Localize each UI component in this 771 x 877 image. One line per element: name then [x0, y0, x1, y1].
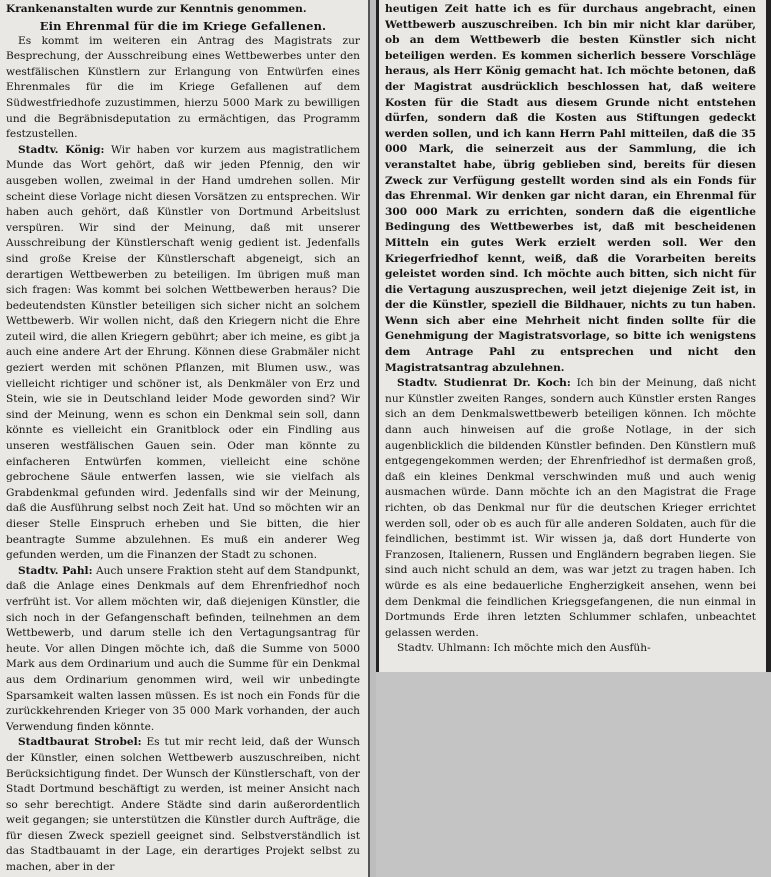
speech-strobel: Es tut mir recht leid, daß der Wunsch der Künstler, einen solchen Wettbewerb auszuschreiben, nicht Berücksichtigung findet. Der Wunsch der Künstlerschaft, von der Stadt Dortmund beschäftigt zu werden, ist meiner Ansicht nach so sehr berechtigt. Andere Städte sind darin außerordentlich weit gegangen; sie unterstützen die Künstler durch Aufträge, die für diesen Zweck speziell geeignet sind. Selbstverständlich ist das Stadtbauamt in der Lage, ein derartiges Projekt selbst zu machen, aber in der	[6, 736, 360, 874]
paragraph-koch	[385, 376, 756, 641]
speaker-koenig: Stadtv. König:	[18, 143, 105, 156]
top-fragment: Krankenanstalten wurde zur Kenntnis genommen.	[6, 3, 307, 15]
article-heading: Ein Ehrenmal für die im Kriege Gefallenen.	[39, 18, 327, 33]
paragraph-intro: Es kommt im weiteren ein Antrag des Magistrats zur Besprechung, der Ausschreibung eines Wettbewerbes unter den westfälischen Künstlern zur Erlangung von Entwürfen eines Ehrenmales für die im Kriege Gefallenen auf dem Südwestfriedhofe zuzustimmen, hierzu 5000 Mark zu bewilligen und die Begräbnisdeputation zu ermächtigen, das Programm festzustellen.	[6, 34, 360, 141]
speech-koenig: Wir haben vor kurzem aus magistratlichem Munde das Wort gehört, daß wir jeden Pfennig, den wir ausgeben wollen, zweimal in der Hand umdrehen sollen. Mir scheint diese Vorlage nicht diesen Vorsätzen zu entsprechen. Wir haben auch gehört, daß Künstler von Dortmund Arbeitslust verspüren. Wir sind der Meinung, daß mit unserer Ausschreibung der Künstlerschaft wenig gedient ist. Jedenfalls sind große Kreise der Künstlerschaft abgeneigt, sich an derartigen Wettbewerben zu beteiligen. Im übrigen muß man sich fragen: Was kommt bei solchen Wettbewerben heraus? Die bedeutendsten Künstler beteiligen sich sicher nicht an solchem Wettbewerb. Wir wollen nicht, daß den Kriegern nicht die Ehre zuteil wird, die allen Kriegern gebührt; aber ich meine, es gibt ja auch eine andere Art der Ehrung. Können diese Grabmäler nicht geziert werden mit schönen Pflanzen, mit Blumen usw., was vielleicht richtiger und schöner ist, als Denkmäler von Erz und Stein, wie sie in Deutschland leider Mode geworden sind? Wir sind der Meinung, wenn es schon ein Denkmal sein soll, dann könnte es vielleicht ein Granitblock oder ein Findling aus unseren westfälischen Gauen sein. Oder man könnte zu einfacheren Entwürfen kommen, vielleicht eine schöne gebrochene Säule entwerfen lassen, wie sie vielfach als Grabdenkmal gefunden wird. Jedenfalls sind wir der Meinung, daß die Ausführung selbst noch Zeit hat. Und so möchten wir an dieser Stelle Einspruch erheben und Sie bitten, die hier beantragte Summe abzulehnen. Es muß ein anderer Weg gefunden werden, um die Finanzen der Stadt zu schonen.	[6, 143, 360, 562]
speech-pahl: Auch unsere Fraktion steht auf dem Standpunkt, daß die Anlage eines Denkmals auf dem Ehrenfriedhof noch verfrüht ist. Vor allem möchten wir, daß diejenigen Künstler, die sich noch in der Gefangenschaft befinden, teilnehmen an dem Wettbewerb, und darum stelle ich den Vertagungsantrag für heute. Vor allen Dingen möchte ich, daß die Summe von 5000 Mark aus dem Ordinarium und auch die Summe für ein Denkmal aus dem Ordinarium genommen wird, weil wir unbedingte Sparsamkeit walten lassen müssen. Es ist noch ein Fonds für die zurückkehrenden Krieger von 35 000 Mark vorhanden, der auch Verwendung finden könnte.	[6, 564, 360, 733]
paragraph-strobel	[6, 735, 360, 875]
column-right	[376, 0, 771, 672]
column-left	[0, 0, 370, 877]
continued-text: heutigen Zeit hatte ich es für durchaus angebracht, einen Wettbewerb auszuschreiben. Ich bin mir nicht klar darüber, ob an dem Wettbewerb die besten Künstler sich nicht beteiligen werden. Es kommen sicherlich bessere Vorschläge heraus, als Herr König gemacht hat. Ich möchte betonen, daß der Magistrat ausdrücklich beschlossen hat, daß weitere Kosten für die Stadt aus diesem Grunde nicht entstehen dürfen, sondern daß die Kosten aus Stiftungen gedeckt werden sollen, und ich kann Herrn Pahl mitteilen, daß die 35 000 Mark, die seinerzeit aus der Sammlung, die ich veranstaltet habe, übrig geblieben sind, bereits für diesen Zweck zur Verfügung gestellt worden sind als ein Fonds für das Ehrenmal. Wir denken gar nicht daran, ein Ehrenmal für 300 000 Mark zu errichten, sondern daß die eigentliche Bedingung des Wettbewerbes ist, daß mit bescheidenen Mitteln ein gutes Werk erzielt werden soll. Wer den Kriegerfriedhof kennt, weiß, daß die Vorarbeiten bereits geleistet worden sind. Ich möchte auch bitten, sich nicht für die Vertagung auszusprechen, weil jetzt diejenige Zeit ist, in der die Künstler, speziell die Bildhauer, nichts zu tun haben. Wenn sich aber eine Mehrheit nicht finden sollte für die Genehmigung der Magistratsvorlage, so bitte ich wenigstens dem Antrage Pahl zu entsprechen und nicht den Magistratsantrag abzulehnen.	[385, 3, 756, 374]
speaker-strobel: Stadtbaurat Strobel:	[18, 736, 142, 749]
paragraph-strobel-continued	[385, 2, 756, 376]
paragraph-uhlmann-cut: Stadtv. Uhlmann: Ich möchte mich den Ausfüh-	[397, 642, 651, 655]
speaker-pahl: Stadtv. Pahl:	[18, 564, 93, 577]
paragraph-koenig	[6, 143, 360, 564]
paragraph-pahl	[6, 564, 360, 736]
speech-koch: Ich bin der Meinung, daß nicht nur Künstler zweiten Ranges, sondern auch Künstler ersten Ranges sich an dem Denkmalswettbewerb beteiligen können. Ich möchte dann auch hinweisen auf die große Notlage, in der sich augenblicklich die bildenden Künstler befinden. Den Künstlern muß entgegengekommen werden; der Ehrenfriedhof ist dermaßen groß, daß ein kleines Denkmal verschwinden muß und auch wenig ausmachen würde. Dann möchte ich an den Magistrat die Frage richten, ob das Denkmal nur für die deutschen Krieger errichtet werden soll, oder ob es auch für alle anderen Soldaten, auch für die feindlichen, bestimmt ist. Wir wissen ja, daß dort Hunderte von Franzosen, Italienern, Russen und Engländern begraben liegen. Sie sind auch nicht schuld an dem, was war jetzt zu tragen haben. Ich würde es als eine bedauerliche Engherzigkeit ansehen, wenn bei dem Denkmal die feindlichen Kriegsgefangenen, die nun einmal in Dortmunds Erde ihren letzten Schlummer schlafen, unbeachtet gelassen werden.	[385, 377, 757, 639]
speaker-koch: Stadtv. Studienrat Dr. Koch:	[397, 377, 571, 390]
empty-scan-area	[376, 672, 771, 877]
